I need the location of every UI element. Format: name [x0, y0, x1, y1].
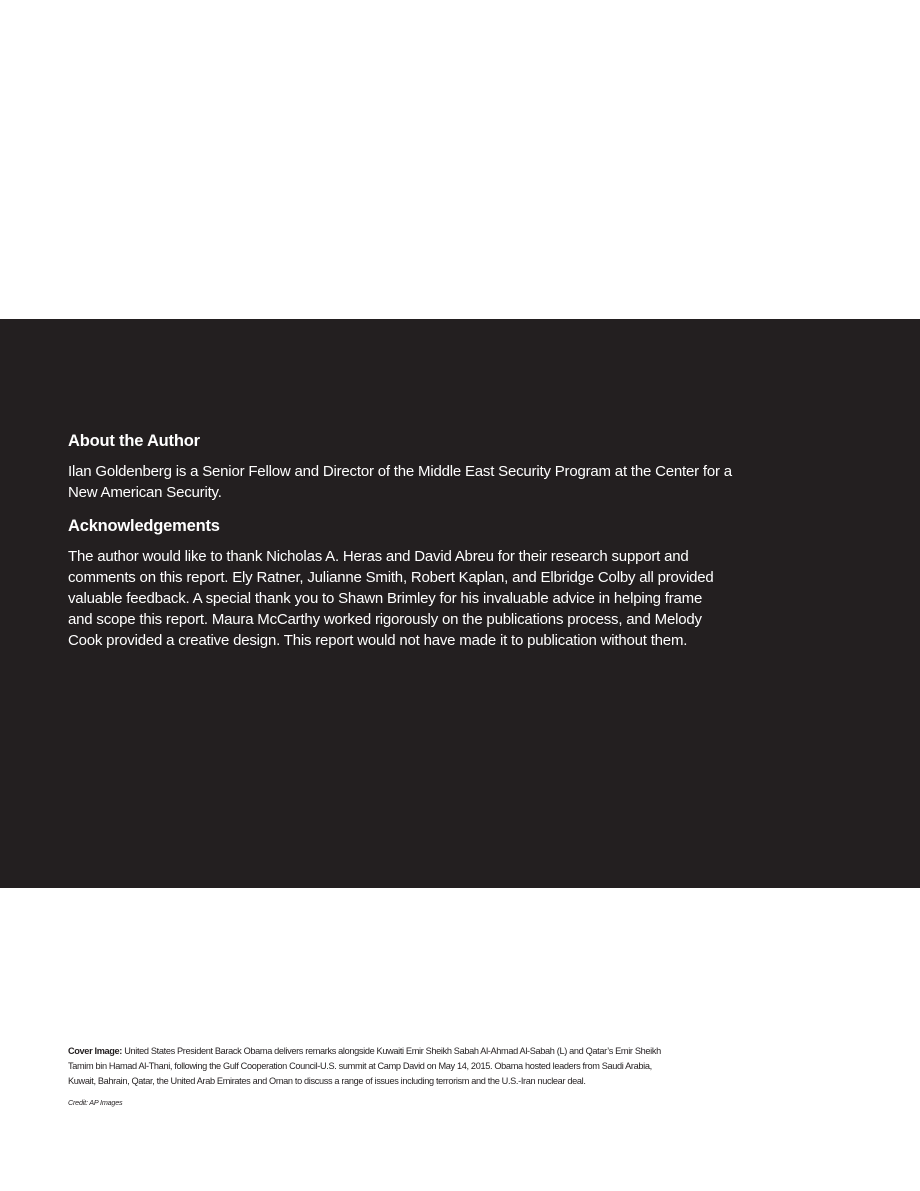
panel-content [68, 429, 768, 651]
cover-image-caption [68, 1044, 668, 1089]
cover-caption-line: Kuwait, Bahrain, Qatar, the United Arab Emirates and Oman to discuss a range of issues including terrorism and the U.S.-Iran nuclear deal. [68, 1076, 586, 1086]
about-author-heading: About the Author [68, 432, 200, 450]
cover-caption-line: United States President Barack Obama delivers remarks alongside Kuwaiti Emir Sheikh Sabah Al-Ahmad Al-Sabah (L) and Qatar’s Emir Sheikh [122, 1046, 661, 1056]
cover-caption-line: Tamim bin Hamad Al-Thani, following the Gulf Cooperation Council-U.S. summit at Camp David on May 14, 2015. Obama hosted leaders from Saudi Arabia, [68, 1061, 652, 1071]
acknowledgements-line: comments on this report. Ely Ratner, Julianne Smith, Robert Kaplan, and Elbridge Colby all provided [68, 569, 714, 586]
acknowledgements-line: valuable feedback. A special thank you to Shawn Brimley for his invaluable advice in helping frame [68, 590, 703, 607]
acknowledgements-line: The author would like to thank Nicholas A. Heras and David Abreu for their research support and [68, 548, 689, 565]
acknowledgements-line: and scope this report. Maura McCarthy worked rigorously on the publications process, and Melody [68, 611, 702, 628]
cover-image-label: Cover Image: [68, 1046, 123, 1056]
about-author-line: New American Security. [68, 484, 222, 501]
acknowledgements-text [68, 546, 768, 651]
acknowledgements-line: Cook provided a creative design. This report would not have made it to publication without them. [68, 632, 688, 649]
photo-credit: Credit: AP Images [68, 1098, 123, 1107]
author-info-panel [0, 319, 920, 888]
cover-image-credits [68, 1044, 668, 1107]
about-author-line: Ilan Goldenberg is a Senior Fellow and Director of the Middle East Security Program at the Center for a [68, 463, 732, 480]
about-author-text [68, 461, 768, 503]
acknowledgements-heading: Acknowledgements [68, 517, 220, 535]
